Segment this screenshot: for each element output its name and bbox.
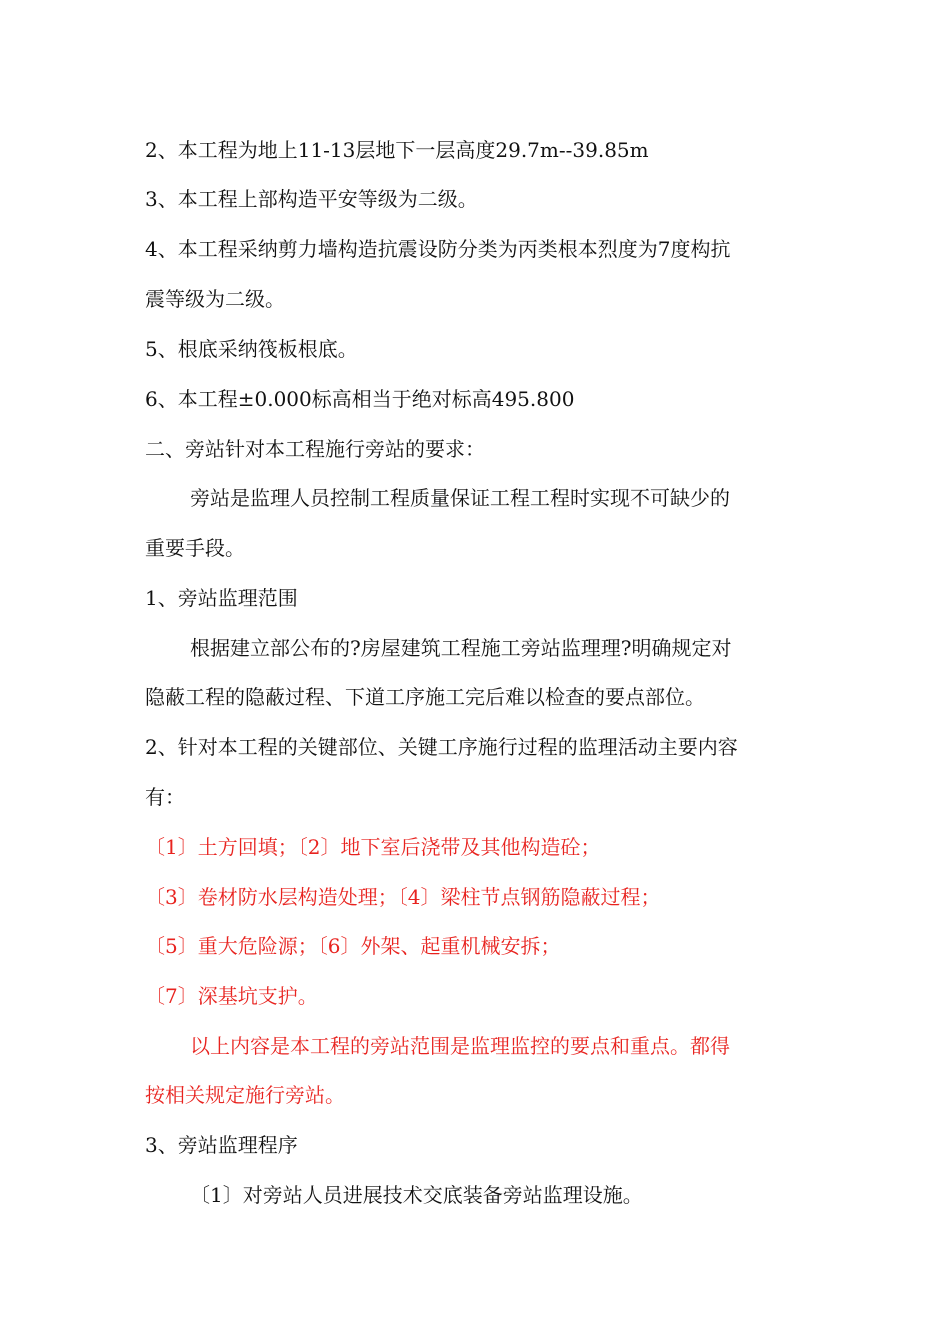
subsection-heading: 1、旁站监理范围: [145, 586, 298, 610]
paragraph-line: 6、本工程±0.000标高相当于绝对标高495.800: [145, 387, 575, 411]
paragraph-line: 4、本工程采纳剪力墙构造抗震设防分类为丙类根本烈度为7度构抗: [145, 237, 731, 261]
highlighted-paragraph-line: 以上内容是本工程的旁站范围是监理监控的要点和重点。都得: [190, 1034, 730, 1058]
highlighted-list-line: 〔3〕卷材防水层构造处理；〔4〕梁柱节点钢筋隐蔽过程；: [145, 885, 661, 909]
paragraph-line: 隐蔽工程的隐蔽过程、下道工序施工完后难以检查的要点部位。: [145, 685, 705, 709]
paragraph-line: 5、根底采纳筏板根底。: [145, 337, 358, 361]
paragraph-line: 旁站是监理人员控制工程质量保证工程工程时实现不可缺少的: [190, 486, 730, 510]
highlighted-paragraph-line: 按相关规定施行旁站。: [145, 1083, 345, 1107]
highlighted-list-line: 〔1〕土方回填；〔2〕地下室后浇带及其他构造砼；: [145, 835, 601, 859]
paragraph-line: 重要手段。: [145, 536, 245, 560]
subsection-heading: 2、针对本工程的关键部位、关键工序施行过程的监理活动主要内容: [145, 735, 738, 759]
highlighted-list-line: 〔7〕深基坑支护。: [145, 984, 318, 1008]
paragraph-line: 根据建立部公布的?房屋建筑工程施工旁站监理理?明确规定对: [190, 636, 732, 660]
paragraph-line: 有：: [145, 785, 185, 809]
paragraph-line: 震等级为二级。: [145, 287, 285, 311]
section-heading: 二、旁站针对本工程施行旁站的要求：: [145, 437, 485, 461]
paragraph-line: 3、本工程上部构造平安等级为二级。: [145, 187, 478, 211]
highlighted-list-line: 〔5〕重大危险源；〔6〕外架、起重机械安拆；: [145, 934, 561, 958]
paragraph-line: 2、本工程为地上11-13层地下一层高度29.7m--39.85m: [145, 138, 649, 162]
subsection-heading: 3、旁站监理程序: [145, 1133, 298, 1157]
paragraph-line: 〔1〕对旁站人员进展技术交底装备旁站监理设施。: [190, 1183, 643, 1207]
